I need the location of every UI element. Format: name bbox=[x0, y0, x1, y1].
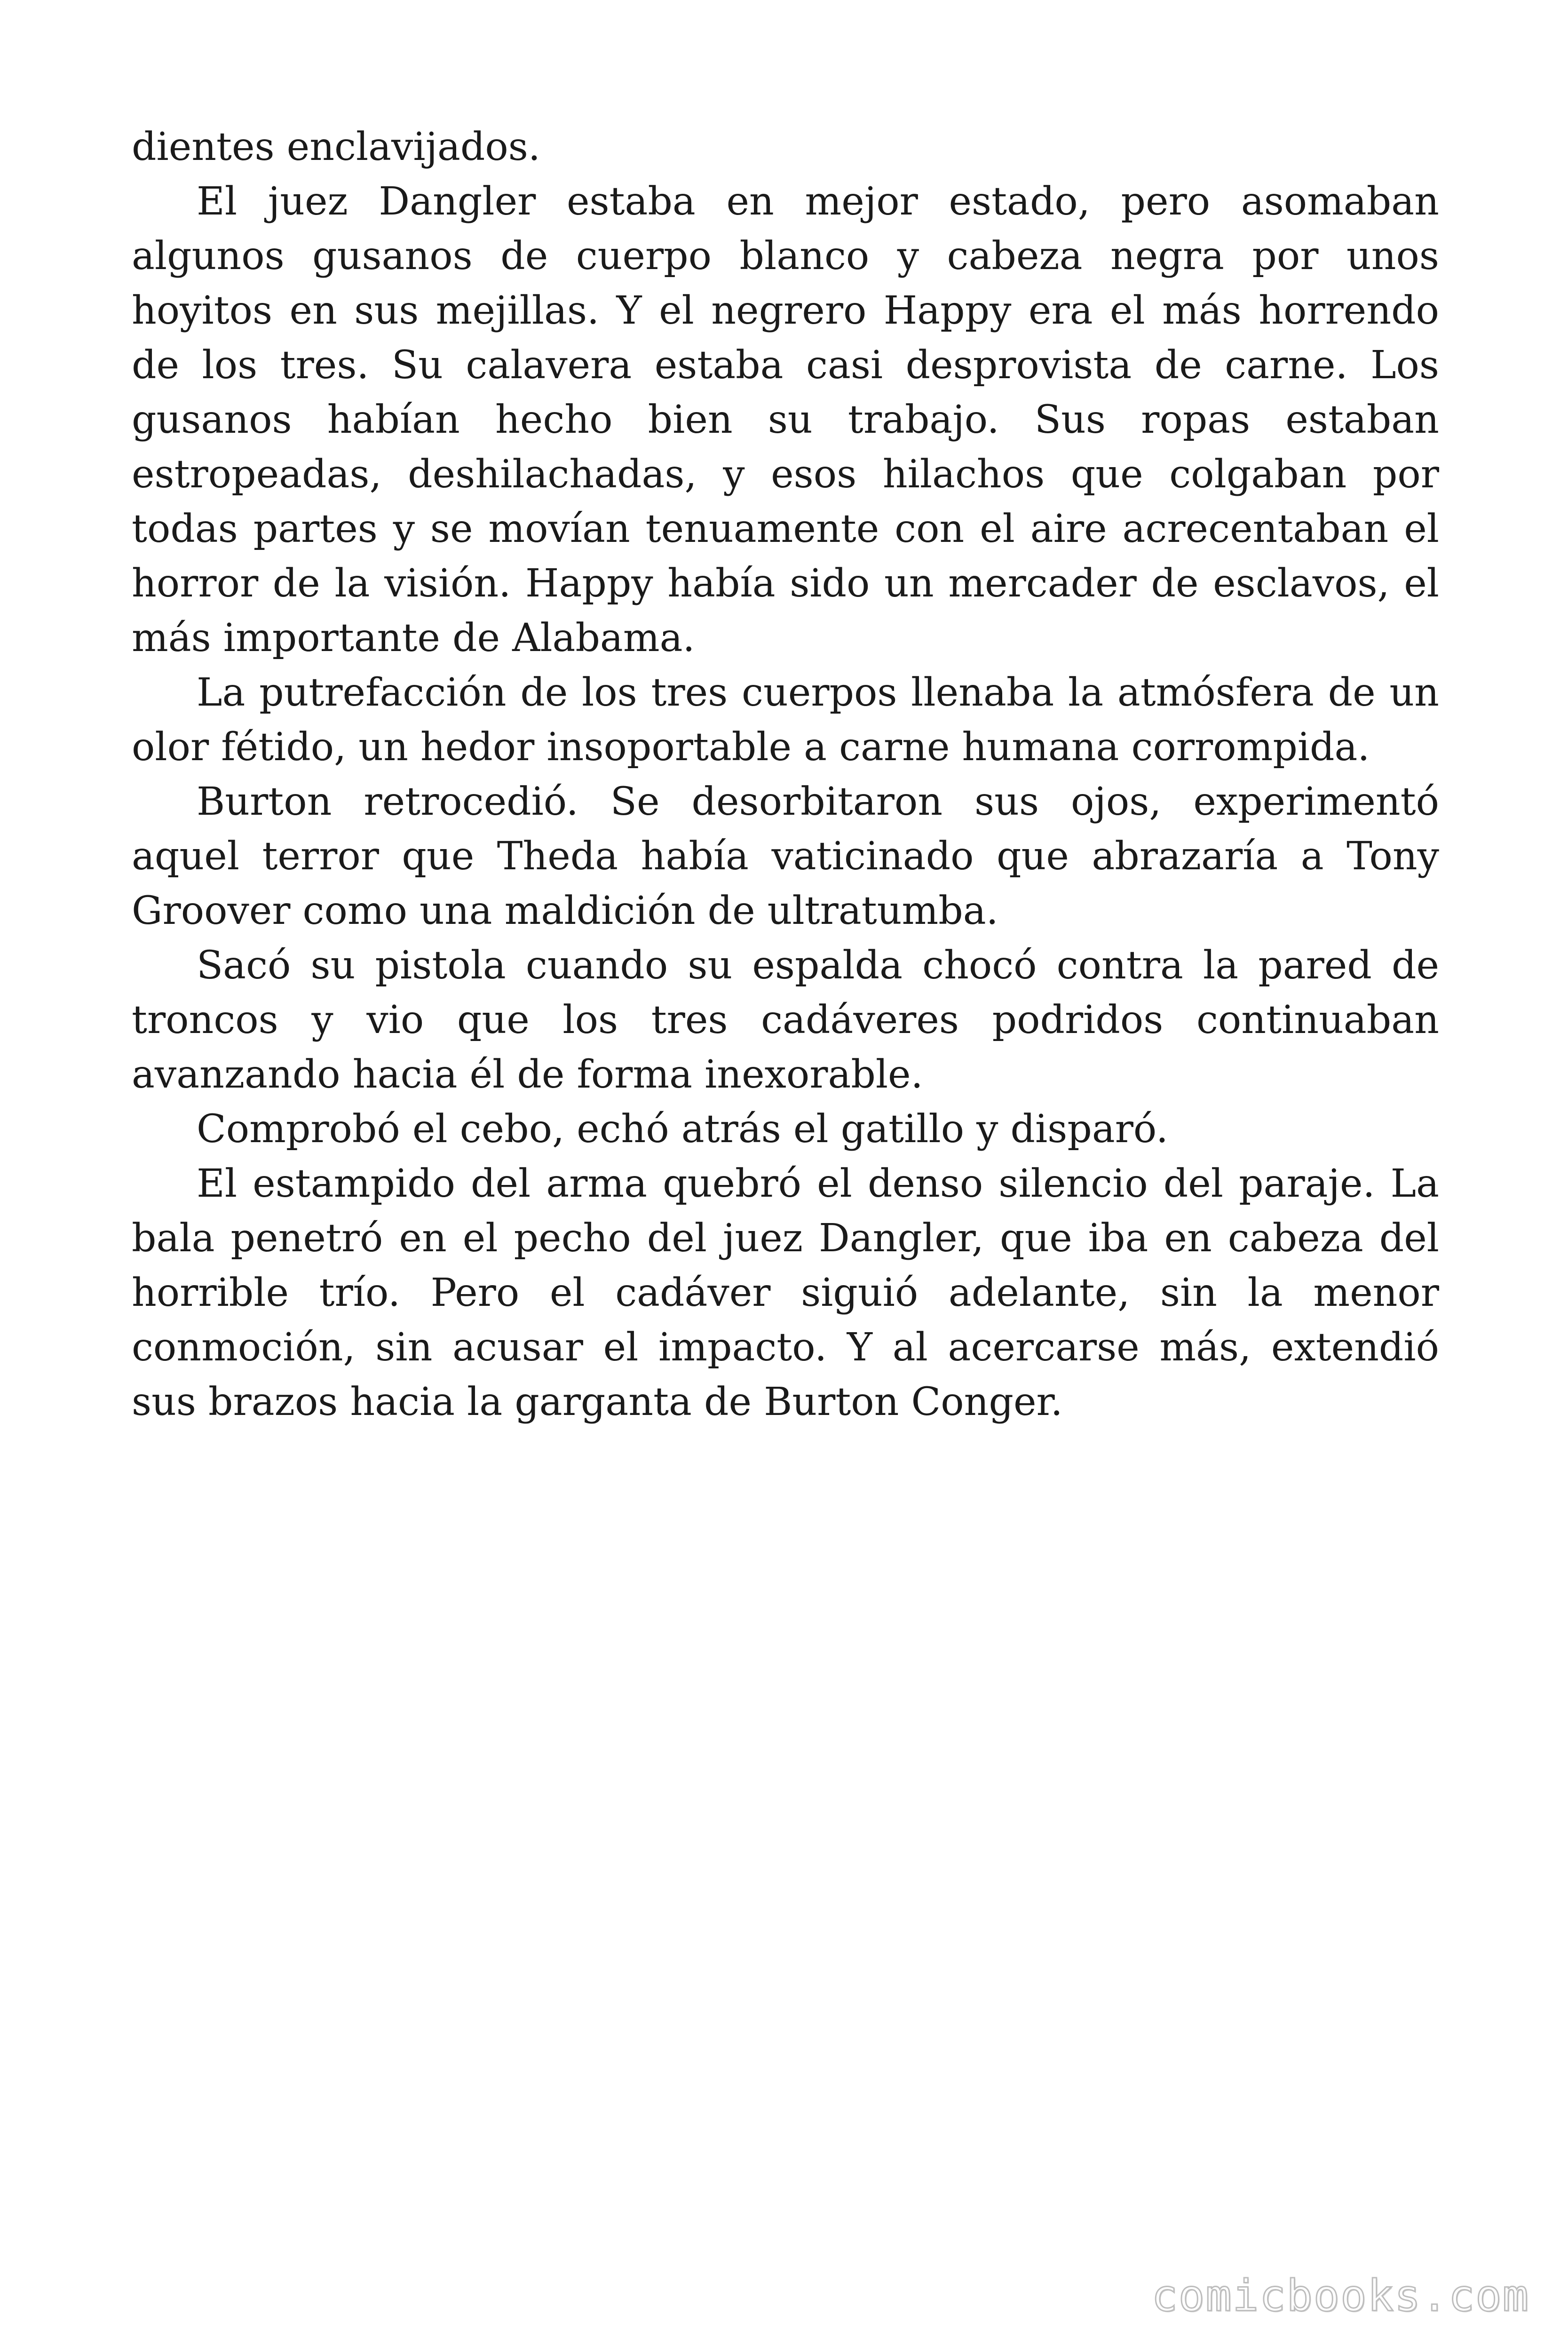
paragraph-1: dientes enclavijados. bbox=[132, 125, 540, 169]
watermark: comicbooks.com bbox=[1151, 2271, 1529, 2321]
page-body bbox=[132, 120, 1439, 1430]
paragraph-7: El estampido del arma quebró el denso silencio del paraje. La bala penetró en el pecho del juez Dangler, que iba en cabeza del horrible trío. Pero el cadáver siguió adelante, sin la menor conmoción, sin acusar el impacto. Y al acercarse más, extendió sus brazos hacia la garganta de Burton Conger. bbox=[132, 1161, 1439, 1424]
paragraph-5: Sacó su pistola cuando su espalda chocó contra la pared de troncos y vio que los tres cadáveres podridos continuaban avanzando hacia él de forma inexorable. bbox=[132, 943, 1439, 1097]
paragraph-6: Comprobó el cebo, echó atrás el gatillo y disparó. bbox=[197, 1107, 1168, 1152]
paragraph-2: El juez Dangler estaba en mejor estado, pero asomaban algunos gusanos de cuerpo blanco y cabeza negra por unos hoyitos en sus mejillas. Y el negrero Happy era el más horrendo de los tres. Su calavera estaba casi desprovista de carne. Los gusanos habían hecho bien su trabajo. Sus ropas estaban estropeadas, deshilachadas, y esos hilachos que colgaban por todas partes y se movían tenuamente con el aire acrecentaban el horror de la visión. Happy había sido un mercader de esclavos, el más importante de Alabama. bbox=[132, 179, 1439, 660]
paragraph-4: Burton retrocedió. Se desorbitaron sus ojos, experimentó aquel terror que Theda había vaticinado que abrazaría a Tony Groover como una maldición de ultratumba. bbox=[132, 779, 1439, 933]
paragraph-3: La putrefacción de los tres cuerpos llenaba la atmósfera de un olor fétido, un hedor insoportable a carne humana corrompida. bbox=[132, 670, 1439, 770]
